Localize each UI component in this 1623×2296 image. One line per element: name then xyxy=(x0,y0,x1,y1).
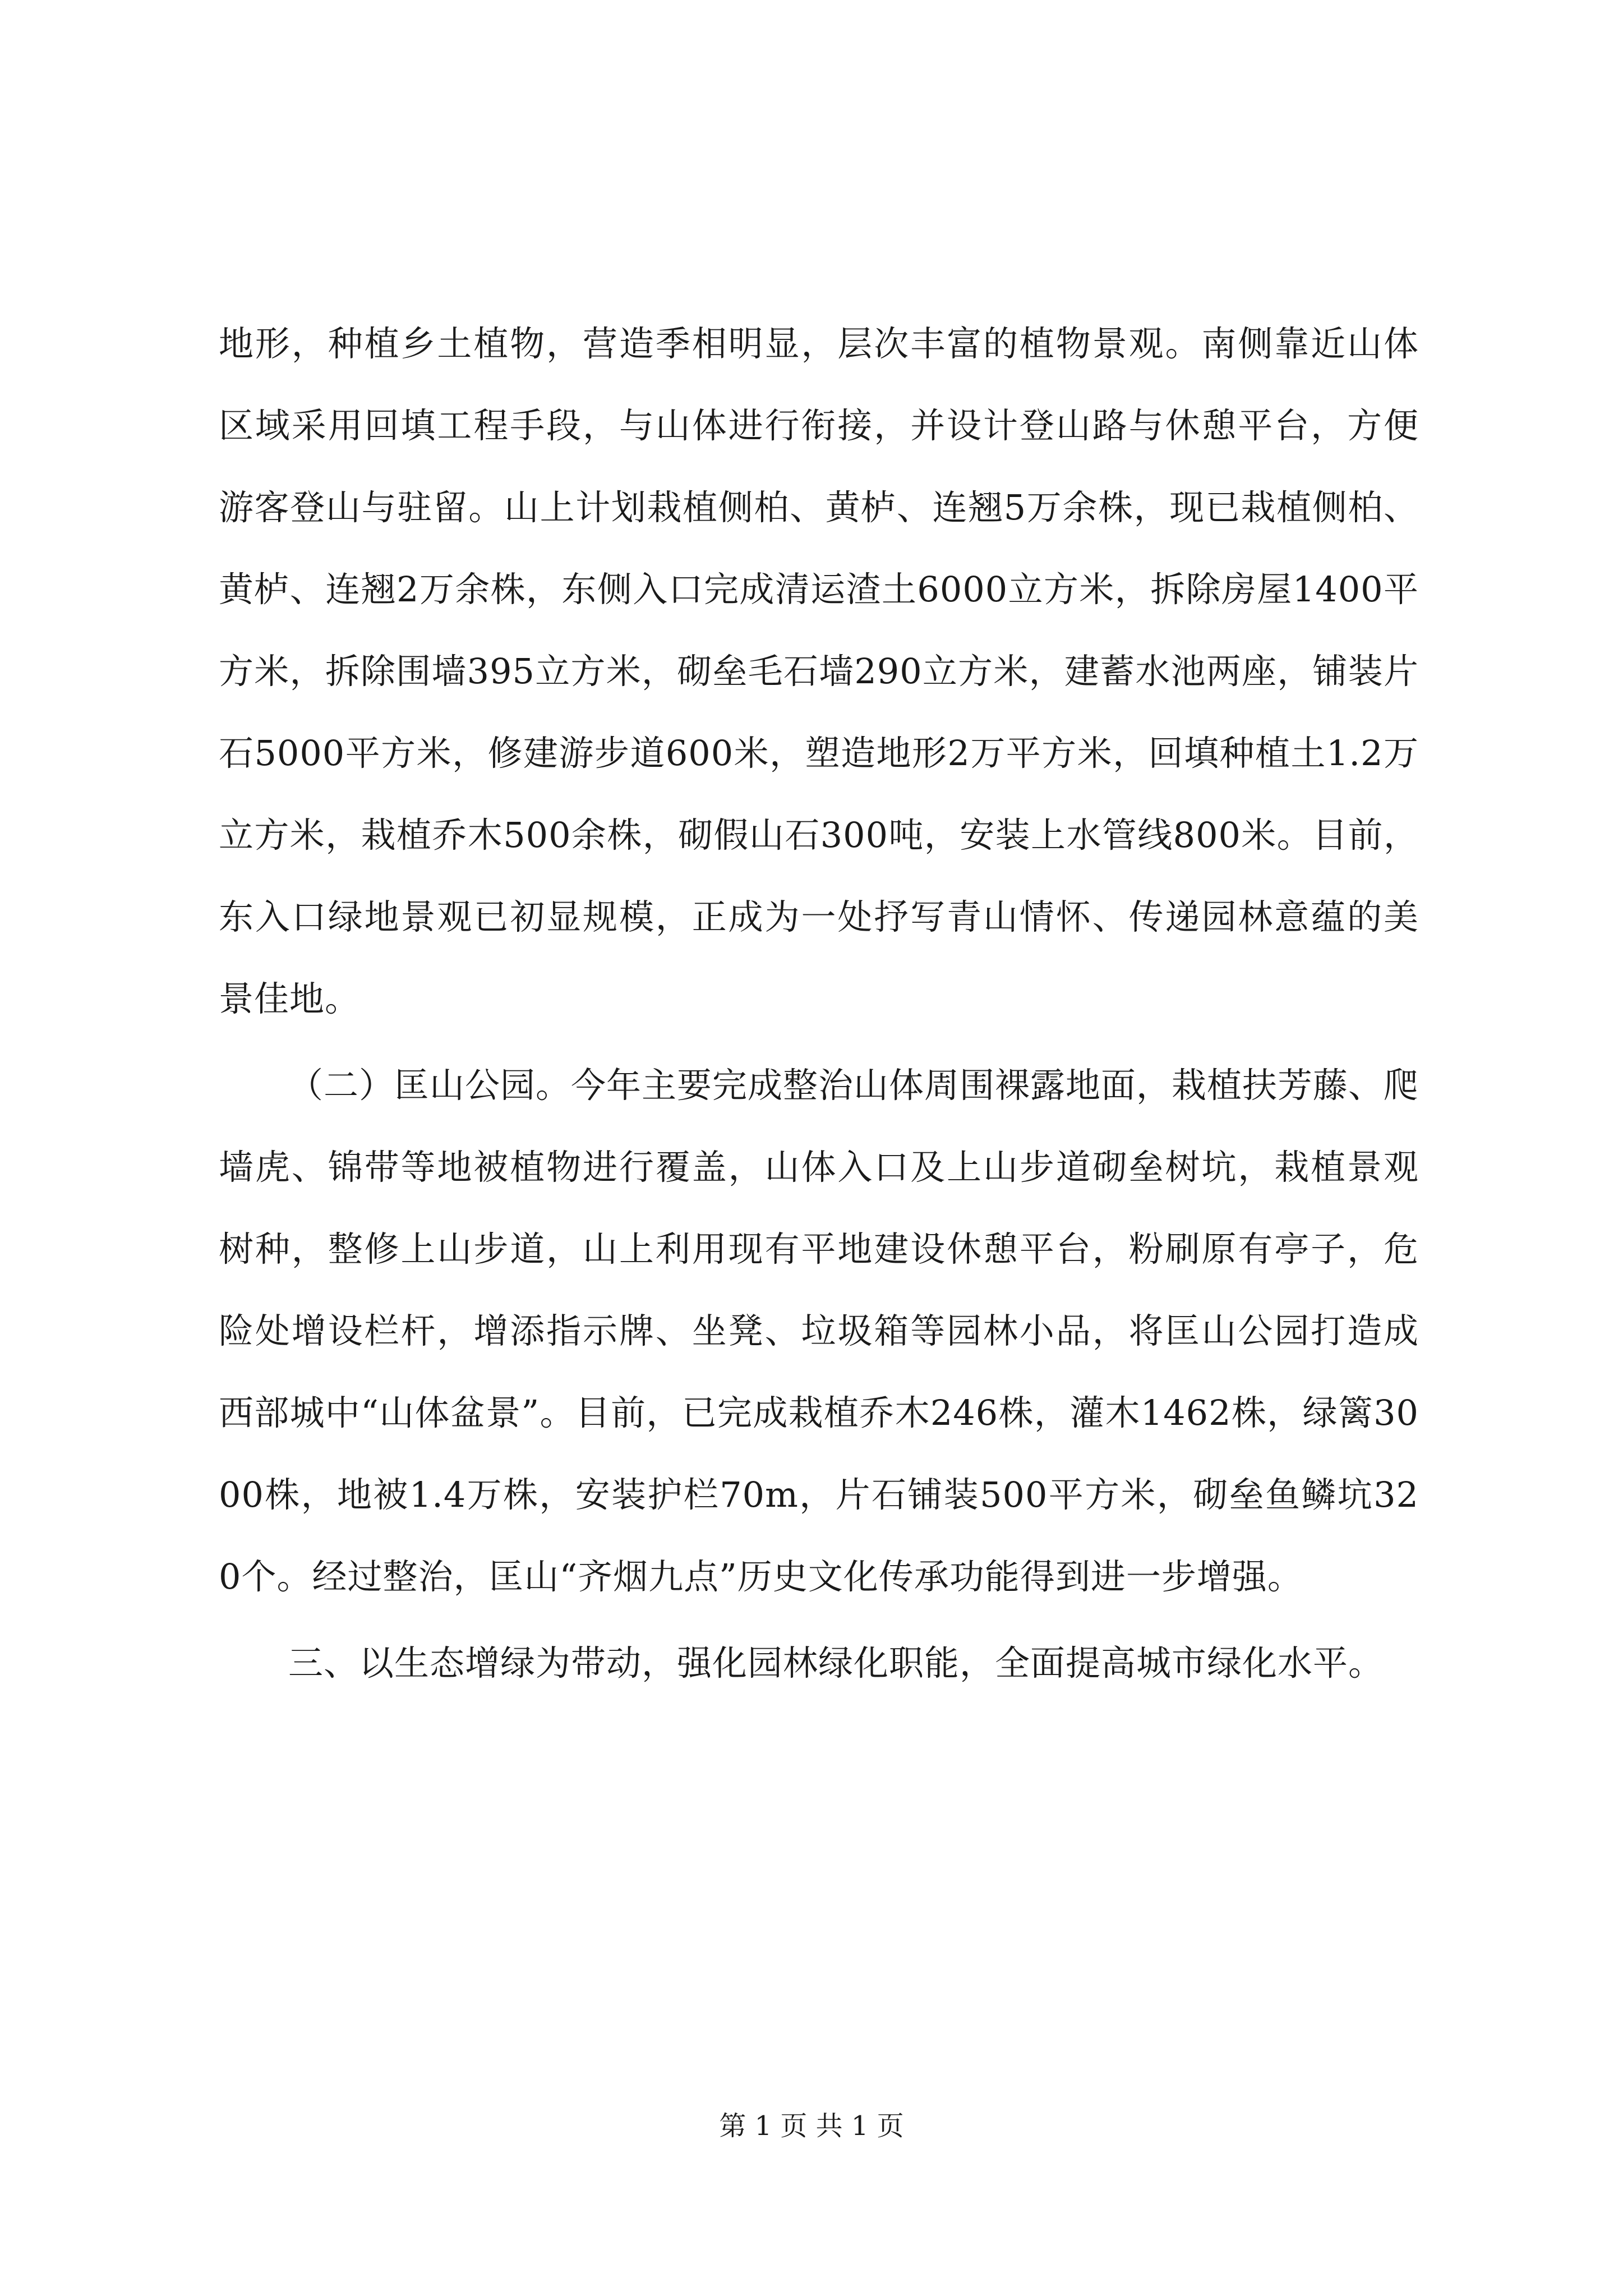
paragraph-2: （二）匡山公园。今年主要完成整治山体周围裸露地面，栽植扶芳藤、爬墙虎、锦带等地被植物进行覆盖，山体入口及上山步道砌垒树坑，栽植景观树种，整修上山步道，山上利用现有平地建设休憩平台，粉刷原有亭子，危险处增设栏杆，增添指示牌、坐凳、垃圾箱等园林小品，将匡山公园打造成西部城中“山体盆景”。目前，已完成栽植乔木246株，灌木1462株，绿篱3000株，地被1.4万株，安装护栏70m，片石铺装500平方米，砌垒鱼鳞坑320个。经过整治，匡山“齐烟九点”历史文化传承功能得到进一步增强。 xyxy=(219,1065,1419,1597)
paragraph-3: 三、以生态增绿为带动，强化园林绿化职能，全面提高城市绿化水平。 xyxy=(288,1642,1384,1683)
paragraph-1: 地形，种植乡土植物，营造季相明显，层次丰富的植物景观。南侧靠近山体区域采用回填工程手段，与山体进行衔接，并设计登山路与休憩平台，方便游客登山与驻留。山上计划栽植侧柏、黄栌、连翘5万余株，现已栽植侧柏、黄栌、连翘2万余株，东侧入口完成清运渣土6000立方米，拆除房屋1400平方米，拆除围墙395立方米，砌垒毛石墙290立方米，建蓄水池两座，铺装片石5000平方米，修建游步道600米，塑造地形2万平方米，回填种植土1.2万立方米，栽植乔木500余株，砌假山石300吨，安装上水管线800米。目前，东入口绿地景观已初显规模，正成为一处抒写青山情怀、传递园林意蕴的美景佳地。 xyxy=(219,323,1419,1019)
document-body xyxy=(219,303,1419,1709)
page-footer: 第 1 页 共 1 页 xyxy=(719,2110,904,2142)
